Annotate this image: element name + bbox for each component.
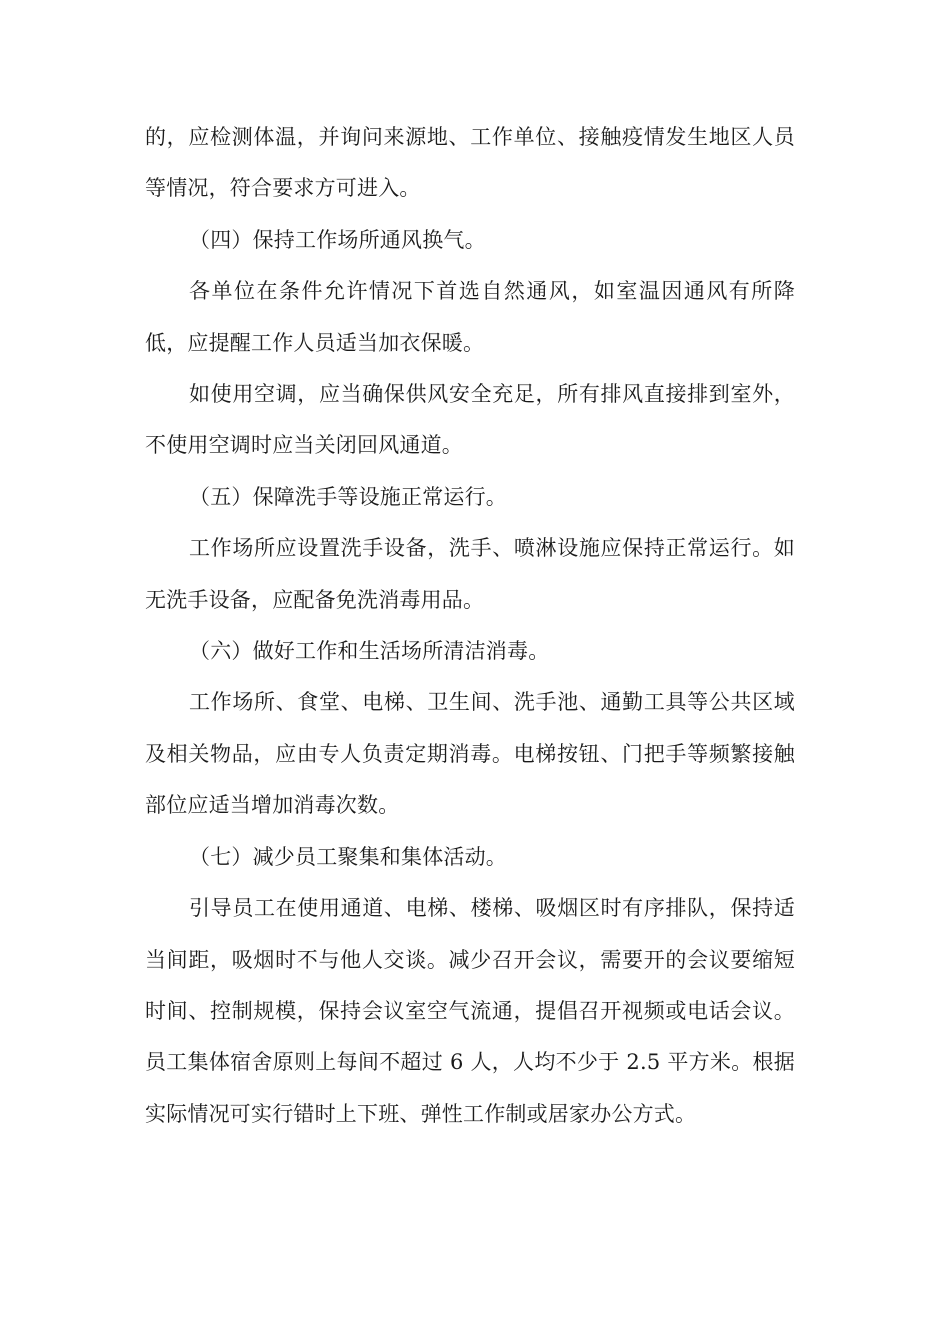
paragraph-air-conditioning: 如使用空调，应当确保供风安全充足，所有排风直接排到室外，不使用空调时应当关闭回风通道。	[145, 382, 795, 458]
paragraph-ventilation: 各单位在条件允许情况下首选自然通风，如室温因通风有所降低，应提醒工作人员适当加衣保暖。	[145, 279, 795, 355]
document-page	[145, 112, 795, 1140]
heading-section-4: （四）保持工作场所通风换气。	[189, 227, 486, 252]
paragraph-handwashing: 工作场所应设置洗手设备，洗手、喷淋设施应保持正常运行。如无洗手设备，应配备免洗消毒用品。	[145, 536, 795, 612]
heading-section-6: （六）做好工作和生活场所清洁消毒。	[189, 639, 550, 664]
paragraph-reduce-gathering: 引导员工在使用通道、电梯、楼梯、吸烟区时有序排队，保持适当间距，吸烟时不与他人交谈。减少召开会议，需要开的会议要缩短时间、控制规模，保持会议室空气流通，提倡召开视频或电话会议。员工集体宿舍原则上每间不超过 6 人，人均不少于 2.5 平方米。根据实际情况可实行错时上下班、弹性工作制或居家办公方式。	[145, 896, 795, 1126]
heading-section-5: （五）保障洗手等设施正常运行。	[189, 484, 507, 509]
paragraph-continued: 的，应检测体温，并询问来源地、工作单位、接触疫情发生地区人员等情况，符合要求方可进入。	[145, 125, 795, 201]
heading-section-7: （七）减少员工聚集和集体活动。	[189, 844, 507, 869]
paragraph-disinfection: 工作场所、食堂、电梯、卫生间、洗手池、通勤工具等公共区域及相关物品，应由专人负责定期消毒。电梯按钮、门把手等频繁接触部位应适当增加消毒次数。	[145, 690, 795, 818]
